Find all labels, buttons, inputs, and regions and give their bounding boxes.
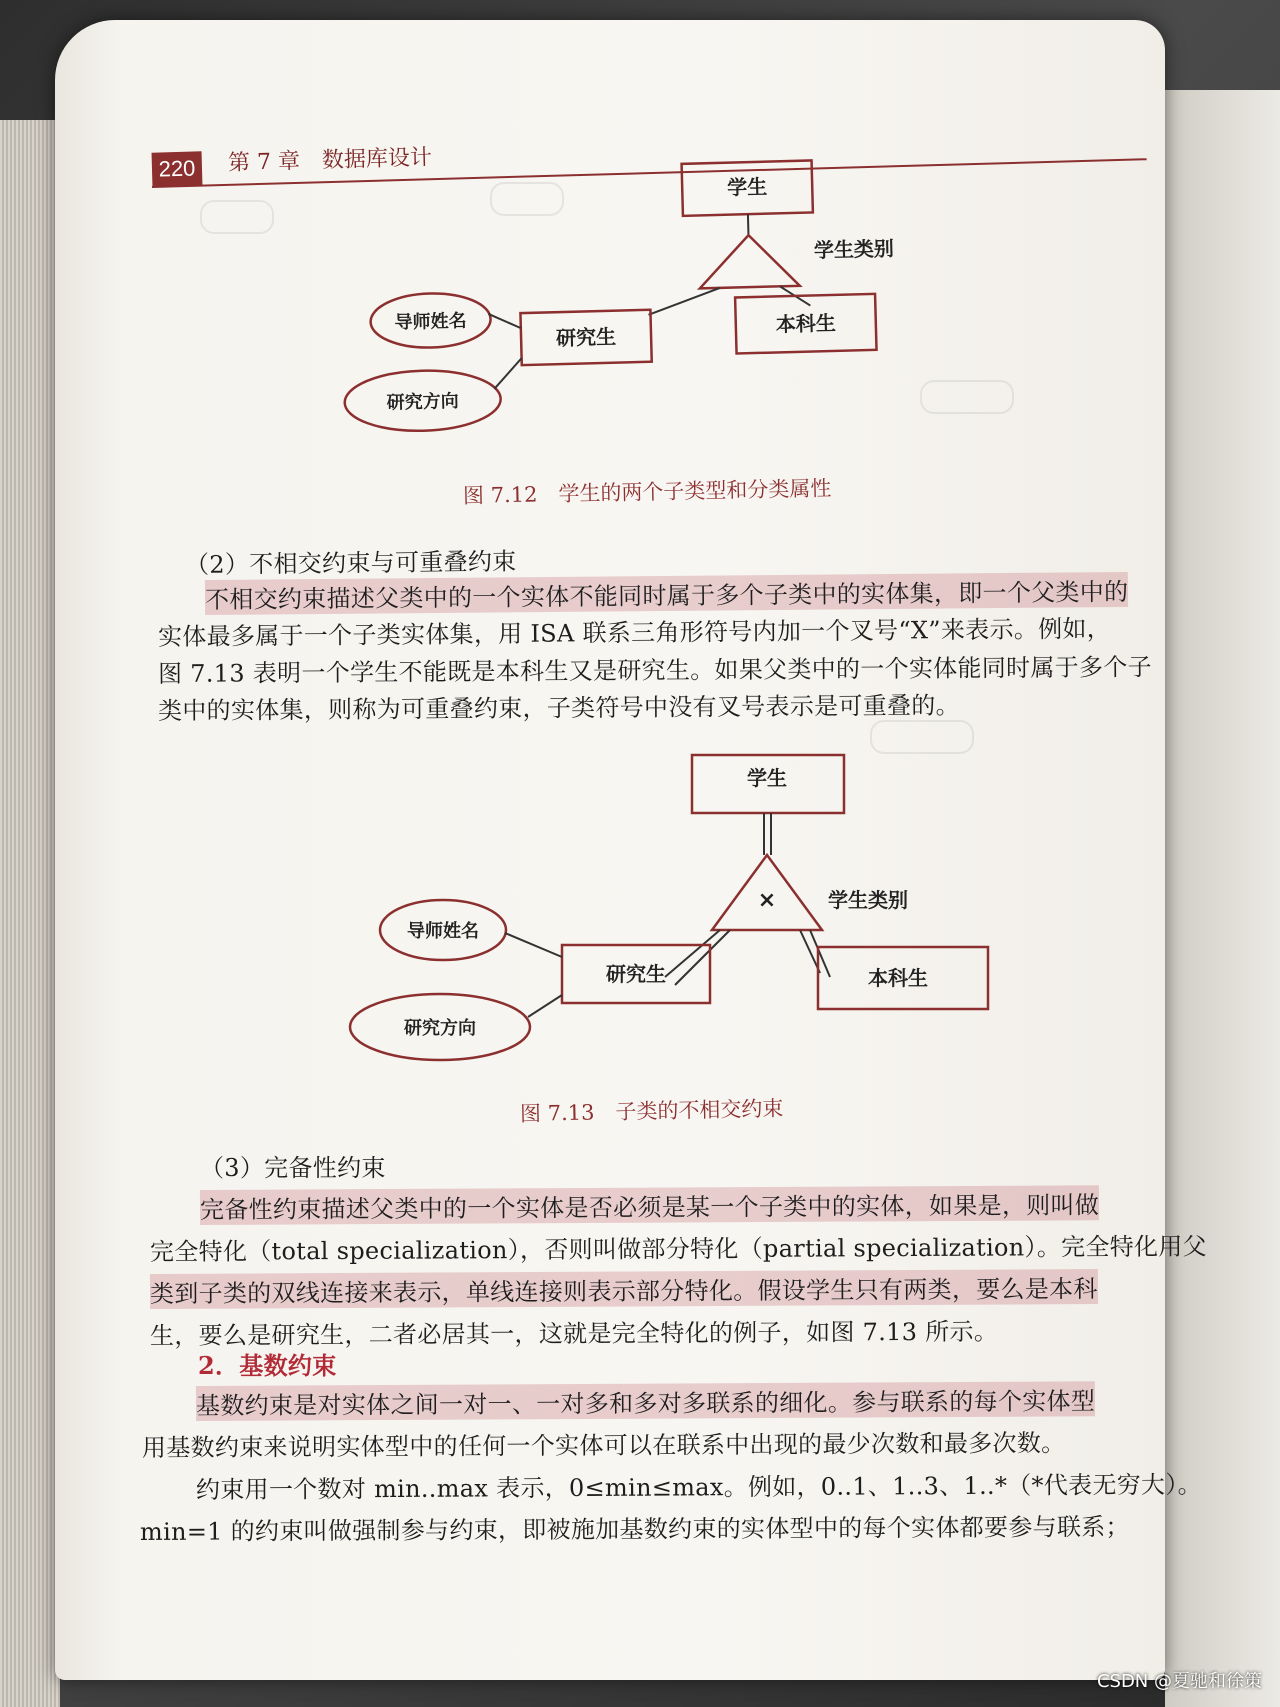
paragraph-line: 完全特化（total specialization），否则叫做部分特化（partial specialization）。完全特化用父 [149, 1232, 1207, 1266]
section-heading-completeness: （3）完备性约束 [200, 1154, 386, 1182]
show-through [200, 200, 274, 234]
paragraph-line: 基数约束是对实体之间一对一、一对多和多对多联系的细化。参与联系的每个实体型 [196, 1381, 1095, 1421]
isa-triangle [698, 234, 799, 289]
paragraph-line: 实体最多属于一个子类实体集，用 ISA 联系三角形符号内加一个叉号“X”来表示。例如， [157, 614, 1112, 651]
paragraph-line: 类到子类的双线连接来表示，单线连接则表示部分特化。假设学生只有两类，要么是本科 [150, 1269, 1098, 1309]
figure-7-13-caption: 图 7.13 子类的不相交约束 [519, 1096, 784, 1126]
page-edges [0, 120, 60, 1707]
cross-mark: × [757, 888, 777, 913]
figure-7-12 [330, 150, 950, 440]
paragraph-line: 约束用一个数对 min..max 表示，0≤min≤max。例如，0..1、1..3、1..*（*代表无穷大）。 [195, 1470, 1202, 1504]
paragraph-line: 不相交约束描述父类中的一个实体不能同时属于多个子类中的实体集，即一个父类中的 [205, 572, 1129, 615]
label-undergraduate: 本科生 [775, 310, 837, 337]
label-advisor: 导师姓名 [394, 310, 467, 334]
paragraph-line: 完备性约束描述父类中的一个实体是否必须是某一个子类中的实体，如果是，则叫做 [200, 1185, 1099, 1225]
label-category: 学生类别 [813, 236, 895, 263]
section-heading-cardinality: 2．基数约束 [198, 1351, 337, 1380]
paragraph-line: 生，要么是研究生，二者必居其一，这就是完全特化的例子，如图 7.13 所示。 [149, 1317, 999, 1350]
label-graduate: 研究生 [555, 324, 617, 351]
label-research: 研究方向 [386, 390, 459, 414]
chapter-title: 第 7 章 数据库设计 [227, 145, 433, 176]
label-research: 研究方向 [404, 1018, 476, 1039]
label-student: 学生 [747, 766, 787, 790]
figure-7-13 [340, 745, 1000, 1075]
section-heading-disjoint: （2）不相交约束与可重叠约束 [184, 547, 517, 579]
label-undergraduate: 本科生 [868, 966, 928, 990]
figure-7-12-caption: 图 7.12 学生的两个子类型和分类属性 [462, 476, 832, 508]
paragraph-line: 类中的实体集，则称为可重叠约束，子类符号中没有叉号表示是可重叠的。 [157, 691, 961, 725]
paragraph-line: min=1 的约束叫做强制参与约束，即被施加基数约束的实体型中的每个实体都要参与联系； [139, 1512, 1130, 1546]
paragraph-line: 用基数约束来说明实体型中的任何一个实体可以在联系中出现的最少次数和最多次数。 [141, 1429, 1066, 1462]
label-category: 学生类别 [828, 888, 908, 912]
label-advisor: 导师姓名 [407, 921, 479, 942]
label-graduate: 研究生 [606, 962, 666, 986]
watermark: CSDN @夏驰和徐策 [1096, 1671, 1262, 1692]
label-student: 学生 [726, 174, 768, 200]
paragraph-line: 图 7.13 表明一个学生不能既是本科生又是研究生。如果父类中的一个实体能同时属于多个子 [157, 653, 1152, 688]
page-number: 220 [152, 151, 203, 186]
